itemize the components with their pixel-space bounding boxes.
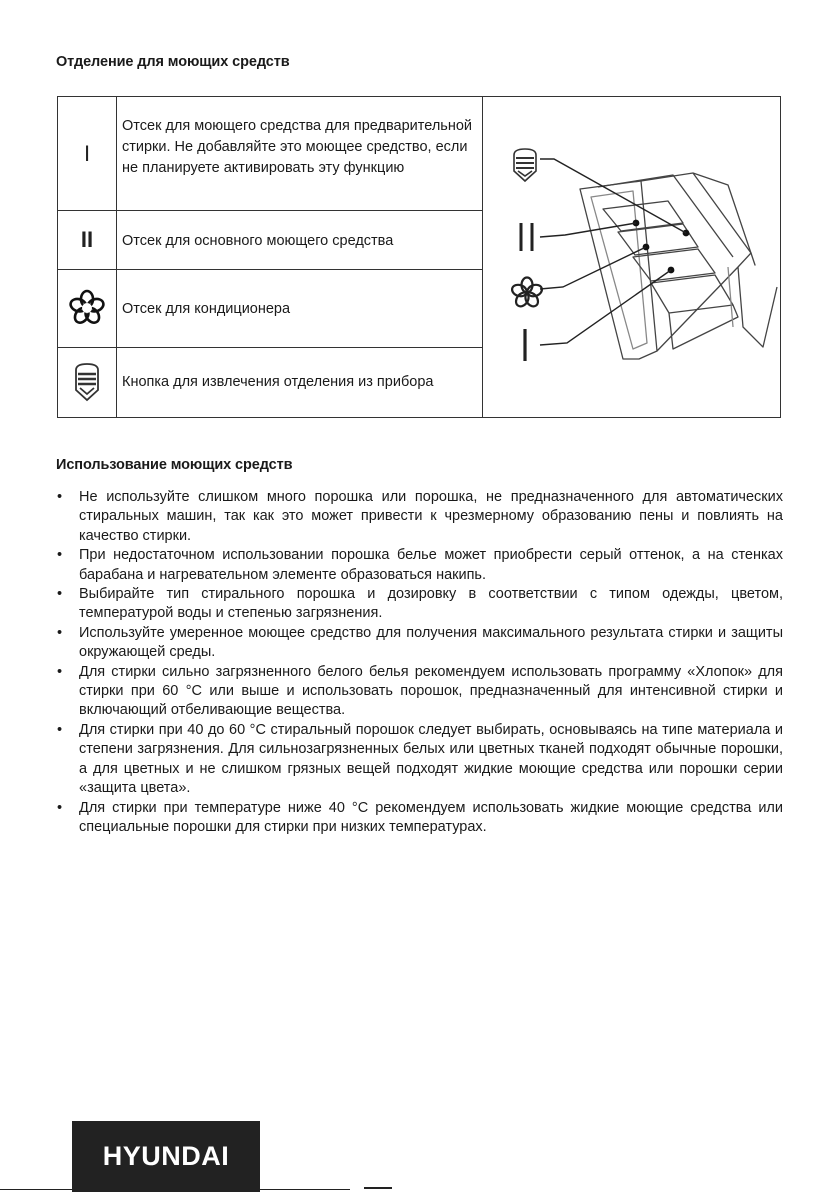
list-item: • При недостаточном использовании порошка белье может приобрести серый оттенок, а на стенках барабана и нагревательном элементе образоваться накипь.: [57, 547, 783, 583]
drawer-release-icon: [58, 347, 116, 417]
row-text-softener: Отсек для кондиционера: [122, 301, 291, 317]
bullet-icon: •: [57, 663, 63, 680]
bullet-icon: •: [57, 624, 63, 641]
list-item: • Используйте умеренное моющее средство для получения максимального результата стирки и защиты окружающей среды.: [57, 624, 783, 661]
list-item: • Не используйте слишком много порошка или порошка, не предназначенного для автоматических стиральных машин, так как это может привести к чрезмерному образованию пены и повлиять на качество стирки.: [57, 489, 783, 544]
bullet-icon: •: [57, 799, 63, 816]
bullet-icon: •: [57, 721, 63, 738]
table-divider: [58, 210, 482, 211]
usage-section-title: Использование моющих средств: [56, 457, 293, 473]
row-text-main: Отсек для основного моющего средства: [122, 233, 394, 249]
list-item: • Для стирки сильно загрязненного белого белья рекомендуем использовать программу «Хлопок» для стирки при 60 °С или выше и использовать порошок, предназначенный для интенсивной стирки и включающий отбеливающие вещества.: [57, 663, 783, 719]
footer-divider: [364, 1187, 392, 1189]
list-item: • Выбирайте тип стирального порошка и дозировку в соответствии с типом одежды, цветом, температурой воды и степенью загрязнения.: [57, 586, 783, 622]
list-item: • Для стирки при 40 до 60 °С стиральный порошок следует выбирать, основываясь на типе материала и степени загрязнения. Для сильнозагрязненных белых или цветных тканей подходят обычные порошки, а для цветных и не слишком грязных вещей подходят жидкие моющие средства или порошки серии «защита цвета».: [57, 721, 783, 797]
brand-logo: [72, 1121, 260, 1192]
row-text-prewash: Отсек для моющего средства для предварительной стирки. Не добавляйте это моющее средство, если не планируете активировать эту функцию: [122, 118, 473, 176]
drawer-release-icon: [514, 149, 536, 181]
flower-icon: [58, 269, 116, 347]
dispenser-section-title: Отделение для моющих средств: [56, 54, 290, 70]
dispenser-diagram: [483, 97, 781, 417]
row-text-release-button: Кнопка для извлечения отделения из прибора: [122, 374, 434, 390]
footer-divider: [0, 1189, 350, 1190]
list-item: • Для стирки при температуре ниже 40 °С рекомендуем использовать жидкие моющие средства или специальные порошки для стирки при низких температурах.: [57, 799, 783, 835]
roman-one-icon: I: [83, 140, 91, 166]
table-divider: [58, 347, 482, 348]
roman-two-icon: II: [80, 226, 94, 252]
brand-logo-text: HYUNDAI: [102, 1141, 230, 1171]
bullet-icon: •: [57, 586, 63, 603]
bullet-icon: •: [57, 547, 63, 564]
flower-icon: [511, 278, 544, 309]
bullet-icon: •: [57, 489, 63, 505]
usage-bullet-list: [57, 488, 783, 837]
table-divider: [116, 97, 117, 417]
roman-two-icon: [521, 223, 532, 251]
table-divider: [58, 269, 482, 270]
dispenser-table: [57, 96, 781, 418]
